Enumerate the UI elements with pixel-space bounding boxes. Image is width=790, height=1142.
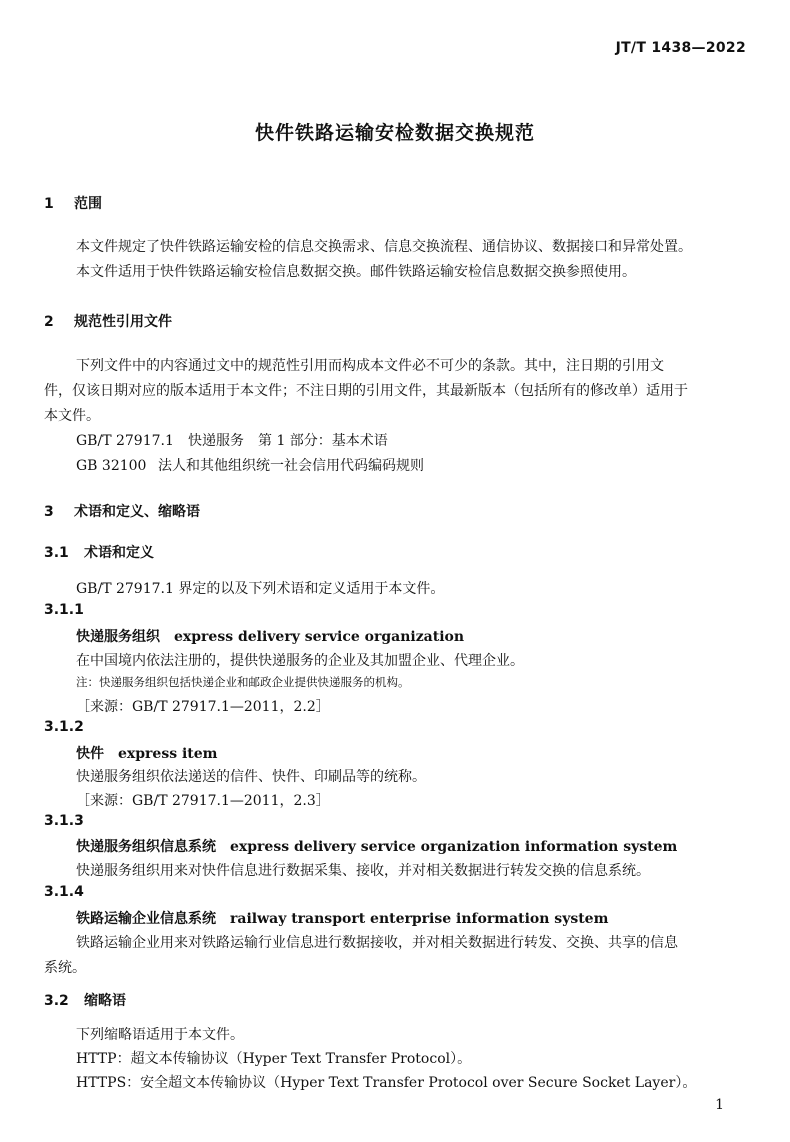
term-source: ［来源：GB/T 27917.1—2011，2.2］ bbox=[76, 699, 330, 715]
page-number: 1 bbox=[715, 1097, 724, 1113]
reference-code: GB/T 27917.1 bbox=[76, 433, 174, 449]
section-3-heading bbox=[44, 501, 200, 521]
subsection-3-2-heading bbox=[44, 990, 126, 1010]
reference-item bbox=[76, 430, 388, 450]
term-number: 3.1.2 bbox=[44, 719, 84, 735]
term-definition-line: 系统。 bbox=[44, 960, 86, 976]
paragraph-line: 本文件。 bbox=[44, 408, 100, 424]
term-number: 3.1.1 bbox=[44, 602, 84, 618]
paragraph: 本文件规定了快件铁路运输安检的信息交换需求、信息交换流程、通信协议、数据接口和异常处置。 bbox=[76, 239, 692, 255]
paragraph-line: 件，仅该日期对应的版本适用于本文件；不注日期的引用文件，其最新版本（包括所有的修改单）适用于 bbox=[44, 383, 688, 399]
section-2-heading bbox=[44, 311, 172, 331]
term-chinese: 铁路运输企业信息系统 bbox=[76, 911, 216, 927]
section-number: 3 bbox=[44, 504, 54, 520]
term-english: express delivery service organization bbox=[174, 629, 465, 645]
term-english: express delivery service organization information system bbox=[230, 839, 678, 855]
term-chinese: 快件 bbox=[76, 746, 104, 762]
term-chinese: 快递服务组织信息系统 bbox=[76, 839, 216, 855]
term-english: express item bbox=[118, 746, 218, 762]
term-heading bbox=[76, 626, 464, 646]
term-definition: 快递服务组织用来对快件信息进行数据采集、接收，并对相关数据进行转发交换的信息系统。 bbox=[76, 863, 650, 879]
document-title: 快件铁路运输安检数据交换规范 bbox=[254, 122, 535, 144]
section-number: 2 bbox=[44, 314, 54, 330]
subsection-title: 术语和定义 bbox=[84, 545, 154, 561]
abbreviation-item: HTTP：超文本传输协议（Hyper Text Transfer Protocol）。 bbox=[76, 1051, 472, 1067]
term-number: 3.1.4 bbox=[44, 884, 84, 900]
term-definition-line: 铁路运输企业用来对铁路运输行业信息进行数据接收，并对相关数据进行转发、交换、共享的信息 bbox=[76, 935, 678, 951]
reference-title: 快递服务 第 1 部分：基本术语 bbox=[188, 433, 388, 449]
term-number: 3.1.3 bbox=[44, 813, 84, 829]
subsection-title: 缩略语 bbox=[84, 993, 126, 1009]
term-definition: 快递服务组织依法递送的信件、快件、印刷品等的统称。 bbox=[76, 769, 426, 785]
paragraph-line: 下列文件中的内容通过文中的规范性引用而构成本文件必不可少的条款。其中，注日期的引用文 bbox=[76, 358, 664, 374]
term-definition: 在中国境内依法注册的，提供快递服务的企业及其加盟企业、代理企业。 bbox=[76, 653, 524, 669]
paragraph: 本文件适用于快件铁路运输安检信息数据交换。邮件铁路运输安检信息数据交换参照使用。 bbox=[76, 264, 636, 280]
standard-code: JT/T 1438—2022 bbox=[615, 40, 746, 56]
reference-item bbox=[76, 455, 424, 475]
subsection-number: 3.2 bbox=[44, 993, 69, 1009]
term-chinese: 快递服务组织 bbox=[76, 629, 160, 645]
reference-title: 法人和其他组织统一社会信用代码编码规则 bbox=[158, 458, 424, 474]
section-title: 术语和定义、缩略语 bbox=[74, 504, 200, 520]
term-heading bbox=[76, 836, 677, 856]
section-title: 范围 bbox=[74, 196, 102, 212]
section-number: 1 bbox=[44, 196, 54, 212]
section-1-heading bbox=[44, 193, 102, 213]
reference-code: GB 32100 bbox=[76, 458, 147, 474]
term-heading bbox=[76, 908, 608, 928]
section-title: 规范性引用文件 bbox=[74, 314, 172, 330]
paragraph: GB/T 27917.1 界定的以及下列术语和定义适用于本文件。 bbox=[76, 581, 445, 597]
term-heading bbox=[76, 743, 217, 763]
term-source: ［来源：GB/T 27917.1—2011，2.3］ bbox=[76, 793, 330, 809]
subsection-3-1-heading bbox=[44, 542, 154, 562]
term-english: railway transport enterprise information system bbox=[230, 911, 609, 927]
paragraph: 下列缩略语适用于本文件。 bbox=[76, 1027, 244, 1043]
abbreviation-item: HTTPS：安全超文本传输协议（Hyper Text Transfer Protocol over Secure Socket Layer）。 bbox=[76, 1075, 697, 1091]
subsection-number: 3.1 bbox=[44, 545, 69, 561]
term-note: 注：快递服务组织包括快递企业和邮政企业提供快递服务的机构。 bbox=[76, 675, 410, 689]
